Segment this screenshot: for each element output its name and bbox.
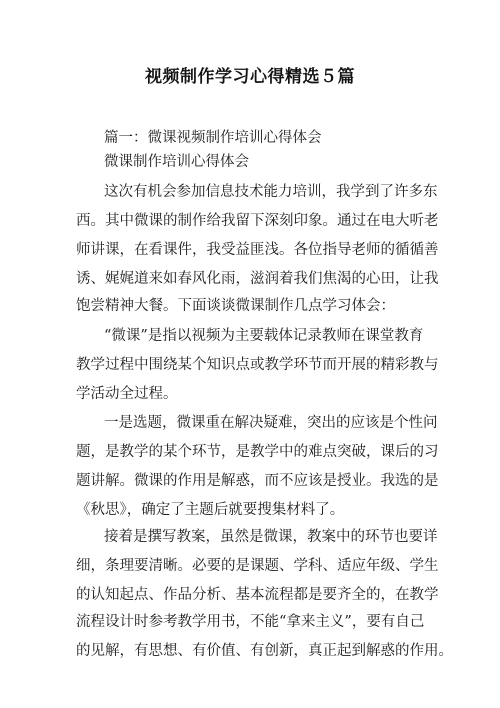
paragraph-line: 这次有机会参加信息技术能力培训，我学到了许多东 [104, 184, 438, 200]
paragraph-line: 教学过程中围绕某个知识点或教学环节而开展的精彩教与 [76, 357, 439, 373]
paragraph-line: 流程设计时参考教学用书，不能“拿来主义”，要有自己 [76, 614, 425, 630]
paragraph-line: 师讲课，在看课件，我受益匪浅。各位指导老师的循循善 [76, 242, 439, 258]
paragraph-line: 《秋思》，确定了主题后就要搜集材料了。 [76, 502, 345, 518]
paragraph-line: 的认知起点、作品分析、基本流程都是要齐全的，在教学 [76, 587, 439, 603]
document-title: 视频制作学习心得精选５篇 [145, 67, 355, 87]
subsection-heading: 微课制作培训心得体会 [104, 154, 249, 170]
paragraph-line: 一是选题，微课重在解决疑难，突出的应该是个性问 [104, 415, 438, 431]
paragraph-line: 饱尝精神大餐。下面谈谈微课制作几点学习体会： [76, 298, 395, 314]
paragraph-line: 接着是撰写教案，虽然是微课，教案中的环节也要详 [104, 529, 438, 545]
paragraph-line: 西。其中微课的制作给我留下深刻印象。通过在电大听老 [76, 213, 439, 229]
paragraph-line: 的见解，有思想、有价值、有创新，真正起到解惑的作用。 [76, 643, 453, 659]
paragraph-line: 题讲解。微课的作用是解惑，而不应该是授业。我选的是 [76, 473, 439, 489]
paragraph-line: 题，是教学的某个环节，是教学中的难点突破，课后的习 [76, 444, 439, 460]
paragraph-line: “微课”是指以视频为主要载体记录教师在课堂教育 [104, 328, 424, 344]
paragraph-line: 学活动全过程。 [76, 386, 178, 402]
paragraph-line: 细，条理要清晰。必要的是课题、学科、适应年级、学生 [76, 558, 439, 574]
section-heading: 篇一：微课视频制作培训心得体会 [104, 130, 322, 146]
paragraph-line: 诱、娓娓道来如春风化雨，滋润着我们焦渴的心田，让我 [76, 271, 439, 287]
